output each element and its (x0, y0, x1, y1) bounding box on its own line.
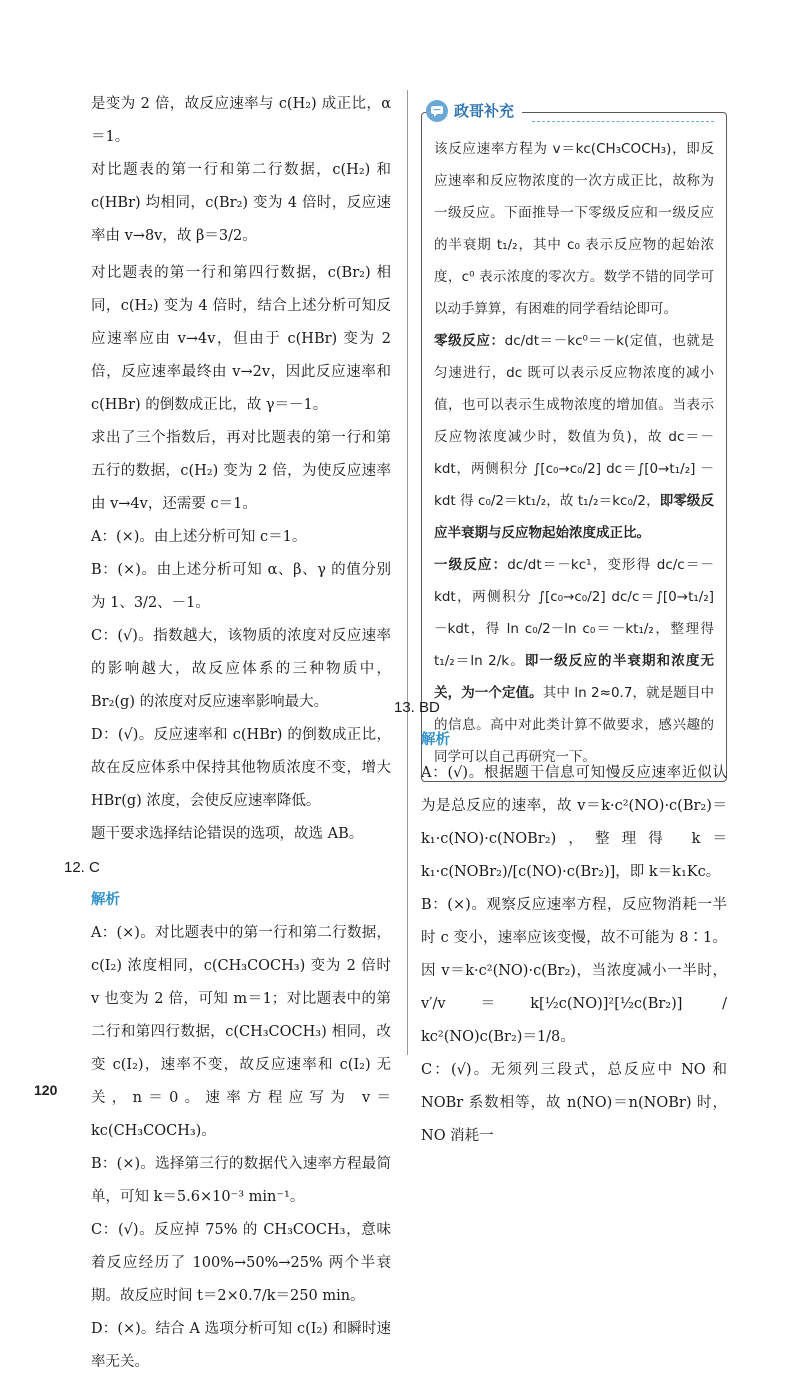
first-order-text: dc/dt＝－kc¹，变形得 dc/c＝－kdt，两侧积分 ∫[c₀→c₀/2] dc/c＝∫[0→t₁/₂] －kdt，得 ln c₀/2－ln c₀＝－kt₁/₂，整理得 t₁/₂＝ln 2/k。 (434, 557, 715, 669)
left-column (64, 88, 391, 1379)
supplement-intro: 该反应速率方程为 v＝kc(CH₃COCH₃)，即反应速率和反应物浓度的一次方成正比，故称为一级反应。下面推导一下零级反应和一级反应的半衰期 t₁/₂，其中 c₀ 表示反应物的起始浓度，c⁰ 表示浓度的零次方。数学不错的同学可以动手算算，有困难的同学看结论即可。 (434, 141, 714, 317)
right-column (421, 88, 727, 782)
text-line: B：(×)。选择第三行的数据代入速率方程最简单，可知 k＝5.6×10⁻³ min⁻¹。 (91, 1156, 391, 1205)
first-order-label: 一级反应： (434, 557, 508, 573)
zero-order-text: dc/dt＝－kc⁰＝－k(定值，也就是匀速进行，dc 既可以表示反应物浓度的减小值，也可以表示生成物浓度的增加值。当表示反应物浓度减少时，数值为负)，故 dc＝－kdt，两侧积分 ∫[c₀→c₀/2] dc＝∫[0→t₁/₂] －kdt 得 c₀/2＝kt₁/₂，故 t₁/₂＝kc₀/2， (434, 333, 715, 509)
text-line: A：(×)。对比题表中的第一行和第二行数据，c(I₂) 浓度相同，c(CH₃COCH₃) 变为 2 倍时 v 也变为 2 倍，可知 m＝1；对比题表中的第二行和第四行数据，c(CH₃COCH₃) 相同，改变 c(I₂)，速率不变，故反应速率和 c(I₂) 无关，n＝0。速率方程应写为 v＝kc(CH₃COCH₃)。 (91, 925, 391, 1139)
text-line: D：(×)。结合 A 选项分析可知 c(I₂) 和瞬时速率无关。 (91, 1321, 391, 1370)
supplement-title: 政哥补充 (454, 102, 515, 120)
question-13 (394, 691, 727, 1153)
column-divider (407, 90, 408, 1055)
text-line: A：(√)。根据题干信息可知慢反应速率近似认为是总反应的速率，故 v＝k·c²(NO)·c(Br₂)＝k₁·c(NO)·c(NOBr₂)，整理得 k＝k₁·c(NOBr₂)/[c(NO)·c(Br₂)]，即 k＝k₁Kc。 (421, 765, 727, 880)
question-number: 12. C (64, 859, 100, 876)
analysis-label: 解析 (421, 732, 450, 748)
text-line: 求出了三个指数后，再对比题表的第一行和第五行的数据，c(H₂) 变为 2 倍，为使反应速率由 v→4v，还需要 c＝1。 (91, 430, 391, 512)
analysis-label: 解析 (91, 892, 120, 908)
zero-order-conclusion: 即零级反应半衰期与反应物起始浓度成正比。 (434, 493, 715, 541)
zero-order-label: 零级反应： (434, 333, 505, 349)
text-line: C：(√)。反应掉 75% 的 CH₃COCH₃，意味着反应经历了 100%→50%→25% 两个半衰期。故反应时间 t＝2×0.7/k＝250 min。 (91, 1222, 391, 1304)
text-line: B：(×)。由上述分析可知 α、β、γ 的值分别为 1、3/2、－1。 (91, 562, 391, 611)
first-order-tail: 其中 ln 2≈0.7，就是题目中的信息。高中对此类计算不做要求，感兴趣的同学可以自己再研究一下。 (434, 685, 715, 765)
supplement-box (421, 102, 727, 782)
chat-bubble-icon (426, 100, 448, 122)
text-line: 对比题表的第一行和第二行数据，c(H₂) 和 c(HBr) 均相同，c(Br₂) 变为 4 倍时，反应速率由 v→8v，故 β＝3/2。 (91, 162, 391, 244)
text-line: 对比题表的第一行和第四行数据，c(Br₂) 相同，c(H₂) 变为 4 倍时，结合上述分析可知反应速率应由 v→4v，但由于 c(HBr) 变为 2 倍，反应速率最终由 v→2v，因此反应速率和 c(HBr) 的倒数成正比，故 γ＝－1。 (91, 265, 391, 413)
first-order-conclusion: 即一级反应的半衰期和浓度无关，为一个定值。 (434, 653, 715, 701)
text-line: C：(√)。指数越大，该物质的浓度对反应速率的影响越大，故反应体系的三种物质中，Br₂(g) 的浓度对反应速率影响最大。 (91, 628, 391, 710)
page-number: 120 (34, 1082, 58, 1098)
header-dashed-line (532, 121, 714, 122)
text-line: 题干要求选择结论错误的选项，故选 AB。 (91, 826, 364, 842)
question-number: 13. BD (394, 699, 440, 716)
supplement-header (426, 95, 522, 127)
text-line: C：(√)。无须列三段式，总反应中 NO 和 NOBr 系数相等，故 n(NO)＝n(NOBr) 时，NO 消耗一 (421, 1062, 727, 1144)
text-line: D：(√)。反应速率和 c(HBr) 的倒数成正比，故在反应体系中保持其他物质浓度不变，增大 HBr(g) 浓度，会使反应速率降低。 (91, 727, 391, 809)
text-line: A：(×)。由上述分析可知 c＝1。 (91, 529, 307, 545)
text-line: 是变为 2 倍，故反应速率与 c(H₂) 成正比，α＝1。 (91, 96, 391, 145)
text-line: B：(×)。观察反应速率方程，反应物消耗一半时 c 变小，速率应该变慢，故不可能为 8∶1。因 v＝k·c²(NO)·c(Br₂)，当浓度减小一半时，v′/v＝k[½c(NO)]²[½c(Br₂)] / kc²(NO)c(Br₂)＝1/8。 (421, 897, 727, 1045)
